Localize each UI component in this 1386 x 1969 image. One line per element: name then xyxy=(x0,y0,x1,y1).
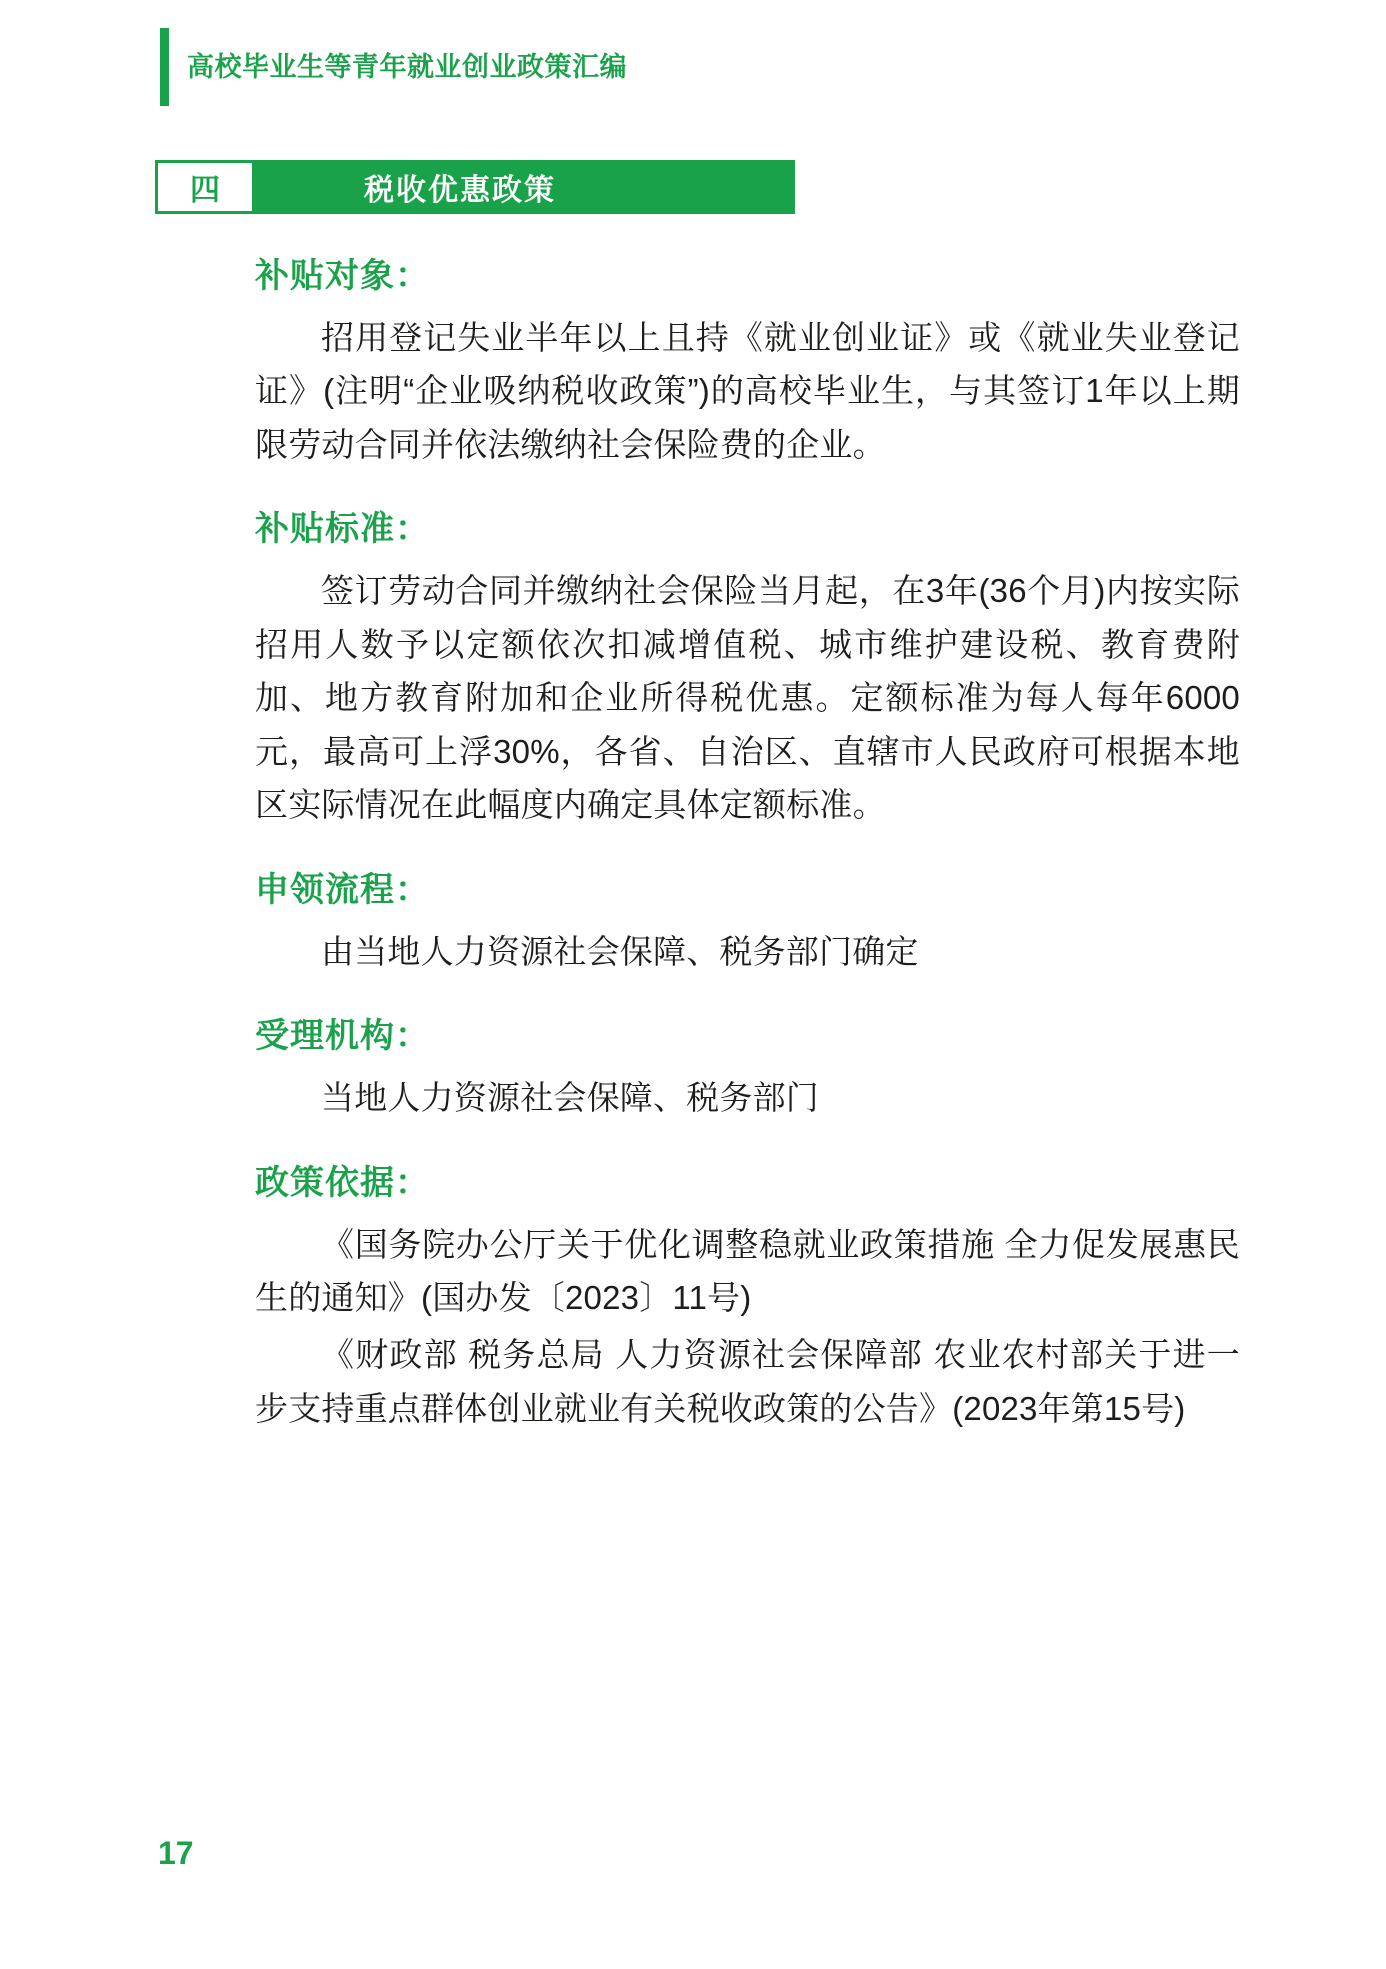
paragraph-accepting-agency: 当地人力资源社会保障、税务部门 xyxy=(321,1079,819,1117)
page-content xyxy=(255,248,1240,1435)
page-number: 17 xyxy=(158,1835,194,1871)
heading-policy-basis: 政策依据： xyxy=(255,1163,430,1202)
section-banner xyxy=(155,160,795,214)
paragraph-policy-basis-2: 《财政部 税务总局 人力资源社会保障部 农业农村部关于进一步支持重点群体创业就业有关税收政策的公告》(2023年第15号) xyxy=(255,1336,1240,1427)
section-title: 税收优惠政策 xyxy=(255,160,795,214)
heading-subsidy-standard: 补贴标准： xyxy=(255,510,430,549)
heading-subsidy-target: 补贴对象： xyxy=(255,257,430,295)
heading-application-process: 申领流程： xyxy=(255,870,430,909)
paragraph-subsidy-standard: 签订劳动合同并缴纳社会保险当月起，在3年(36个月)内按实际招用人数予以定额依次扣减增值税、城市维护建设税、教育费附加、地方教育附加和企业所得税优惠。定额标准为每人每年6000元，最高可上浮30%，各省、自治区、直辖市人民政府可根据本地区实际情况在此幅度内确定具体定额标准。 xyxy=(255,572,1240,824)
running-header xyxy=(160,28,627,106)
running-header-title: 高校毕业生等青年就业创业政策汇编 xyxy=(187,52,627,82)
paragraph-subsidy-target: 招用登记失业半年以上且持《就业创业证》或《就业失业登记证》(注明“企业吸纳税收政策”)的高校毕业生，与其签订1年以上期限劳动合同并依法缴纳社会保险费的企业。 xyxy=(255,319,1240,463)
header-accent-bar xyxy=(160,28,169,106)
heading-accepting-agency: 受理机构： xyxy=(255,1017,430,1056)
paragraph-policy-basis-1: 《国务院办公厅关于优化调整稳就业政策措施 全力促发展惠民生的通知》(国办发〔2023〕11号) xyxy=(255,1225,1240,1316)
section-number: 四 xyxy=(155,160,255,214)
paragraph-application-process: 由当地人力资源社会保障、税务部门确定 xyxy=(321,932,919,970)
